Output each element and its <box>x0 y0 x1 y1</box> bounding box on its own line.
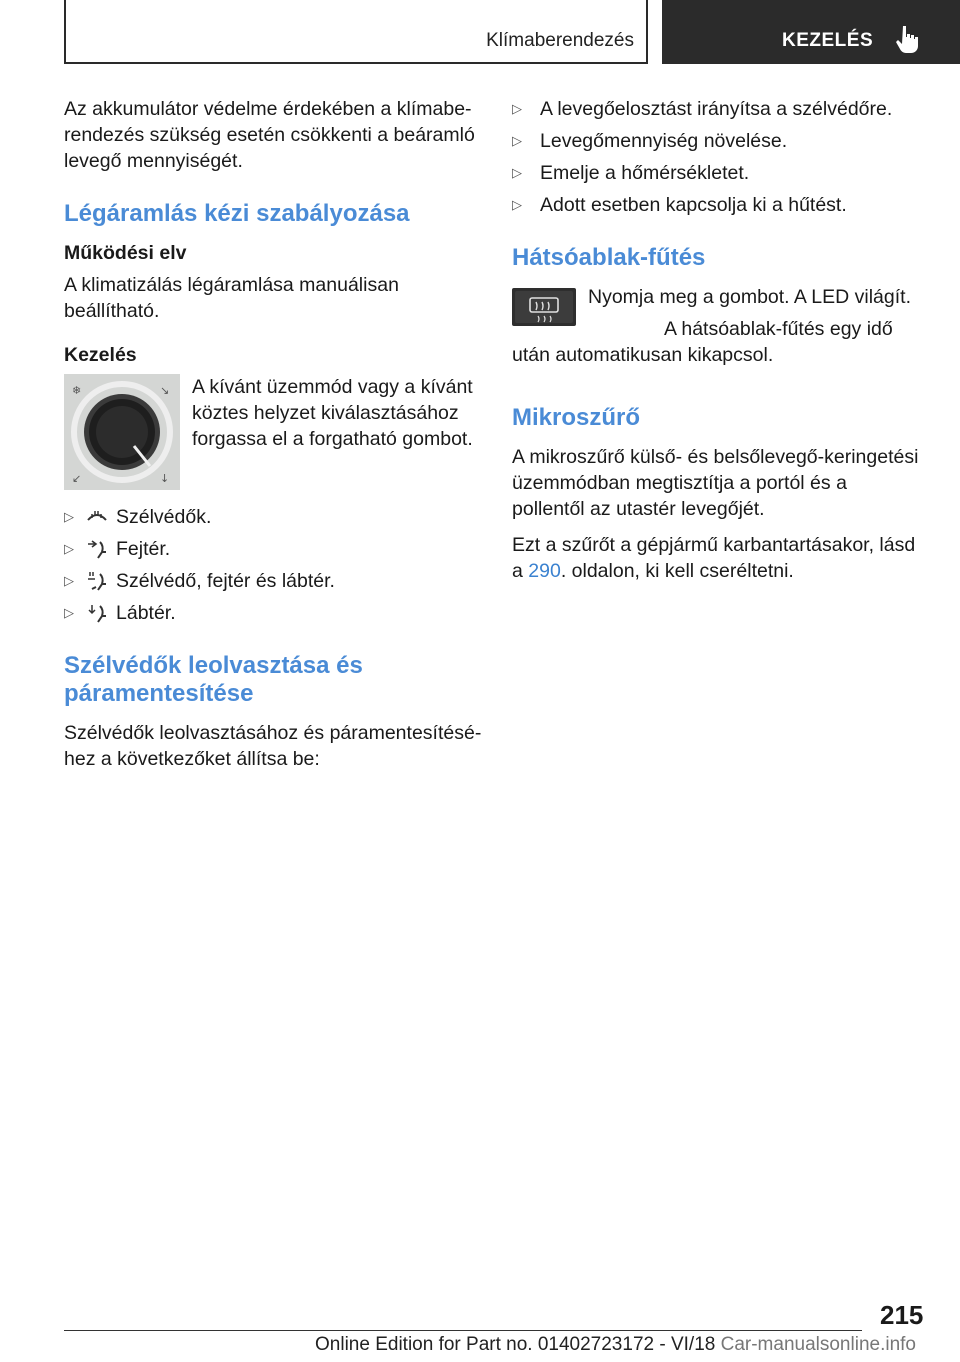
mode-label: Szélvédők. <box>116 506 212 528</box>
header-section-title: Klímaberendezés <box>486 30 634 51</box>
operation-text: A kívánt üzemmód vagy a kívánt köztes helyzet kiválasztásához forgassa el a forgatható gombot. <box>192 376 473 450</box>
page-reference-link[interactable]: 290 <box>528 560 561 582</box>
step-item <box>512 96 922 122</box>
svg-text:↙: ↙ <box>72 472 82 485</box>
step-label: Emelje a hőmérsékletet. <box>540 162 750 184</box>
header-chapter-title: KEZELÉS <box>782 30 874 51</box>
defrost-text: Szélvédők leolvasztásához és páramentesítéséhez a következőket állítsa be: <box>64 722 482 770</box>
micro-text-2 <box>512 532 922 584</box>
step-item <box>512 160 922 186</box>
rear-defrost-button-image <box>512 288 576 326</box>
mode-item <box>64 600 484 626</box>
heading-operation: Kezelés <box>64 344 137 366</box>
header-chapter-box <box>662 0 960 64</box>
left-column <box>64 96 484 782</box>
pointing-hand-icon <box>894 24 920 54</box>
step-label: Levegőmennyiség növelése. <box>540 130 788 152</box>
step-item <box>512 192 922 218</box>
principle-text: A klimatizálás légáramlása manuálisan beállítható. <box>64 274 399 322</box>
bullet-triangle-icon: ▷ <box>64 541 74 556</box>
bullet-triangle-icon: ▷ <box>64 605 74 620</box>
heading-defrost: Szélvédők leolvasztása és páramentesítése <box>64 652 363 707</box>
bullet-triangle-icon: ▷ <box>64 573 74 588</box>
step-label: A levegőelosztást irányítsa a szélvédőre. <box>540 98 893 120</box>
all-airflow-icon <box>84 570 110 592</box>
mode-label: Fejtér. <box>116 538 171 560</box>
mode-item <box>64 504 484 530</box>
svg-text:❄: ❄ <box>72 384 82 397</box>
rear-text-1: Nyomja meg a gombot. A LED világít. <box>588 286 911 308</box>
watermark-text: Car-manualsonline.info <box>720 1334 916 1355</box>
header-section-box <box>64 0 648 64</box>
mode-label: Lábtér. <box>116 602 176 624</box>
bullet-triangle-icon: ▷ <box>512 197 522 212</box>
knob-block <box>64 374 484 490</box>
heading-microfilter: Mikroszűrő <box>512 404 641 431</box>
heading-rear-defrost: Hátsóablak-fűtés <box>512 244 706 271</box>
micro-text-1: A mikroszűrő külső- és belsőlevegő-keringetési üzemmódban megtisztítja a portól és a pollentől az utastér levegőjét. <box>512 446 919 520</box>
rear-text-2: A hátsóablak-fűtés egy idő után automatikusan kikapcsol. <box>512 318 893 366</box>
bullet-triangle-icon: ▷ <box>512 165 522 180</box>
heading-principle: Működési elv <box>64 242 187 264</box>
footer-text <box>315 1334 916 1356</box>
svg-text:↓: ↓ <box>160 472 170 485</box>
mode-label: Szélvédő, fejtér és lábtér. <box>116 570 335 592</box>
micro-text-2-start: Ezt a szűrőt a gépjármű karbantartásakor, lásd a <box>512 534 916 582</box>
page-number: 215 <box>880 1300 924 1330</box>
right-column <box>512 96 922 594</box>
bullet-triangle-icon: ▷ <box>512 101 522 116</box>
mode-item <box>64 536 484 562</box>
bullet-triangle-icon: ▷ <box>512 133 522 148</box>
step-item <box>512 128 922 154</box>
micro-text-2-end: . oldalon, ki kell cseréltetni. <box>560 560 794 582</box>
svg-text:↘: ↘ <box>160 384 170 397</box>
footer-divider <box>64 1330 862 1331</box>
edition-text: Online Edition for Part no. 01402723172 - VI/18 <box>315 1334 716 1355</box>
foot-airflow-icon <box>84 602 110 624</box>
step-label: Adott esetben kapcsolja ki a hűtést. <box>540 194 847 216</box>
head-airflow-icon <box>84 538 110 560</box>
mode-item <box>64 568 484 594</box>
intro-paragraph: Az akkumulátor védelme érdekében a klímaberendezés szükség esetén csökkenti a beáramló levegő mennyiségét. <box>64 98 475 172</box>
heading-manual-airflow: Légáramlás kézi szabályozása <box>64 200 410 227</box>
bullet-triangle-icon: ▷ <box>64 509 74 524</box>
windscreen-icon <box>84 506 110 528</box>
rotary-knob-image <box>64 374 180 490</box>
